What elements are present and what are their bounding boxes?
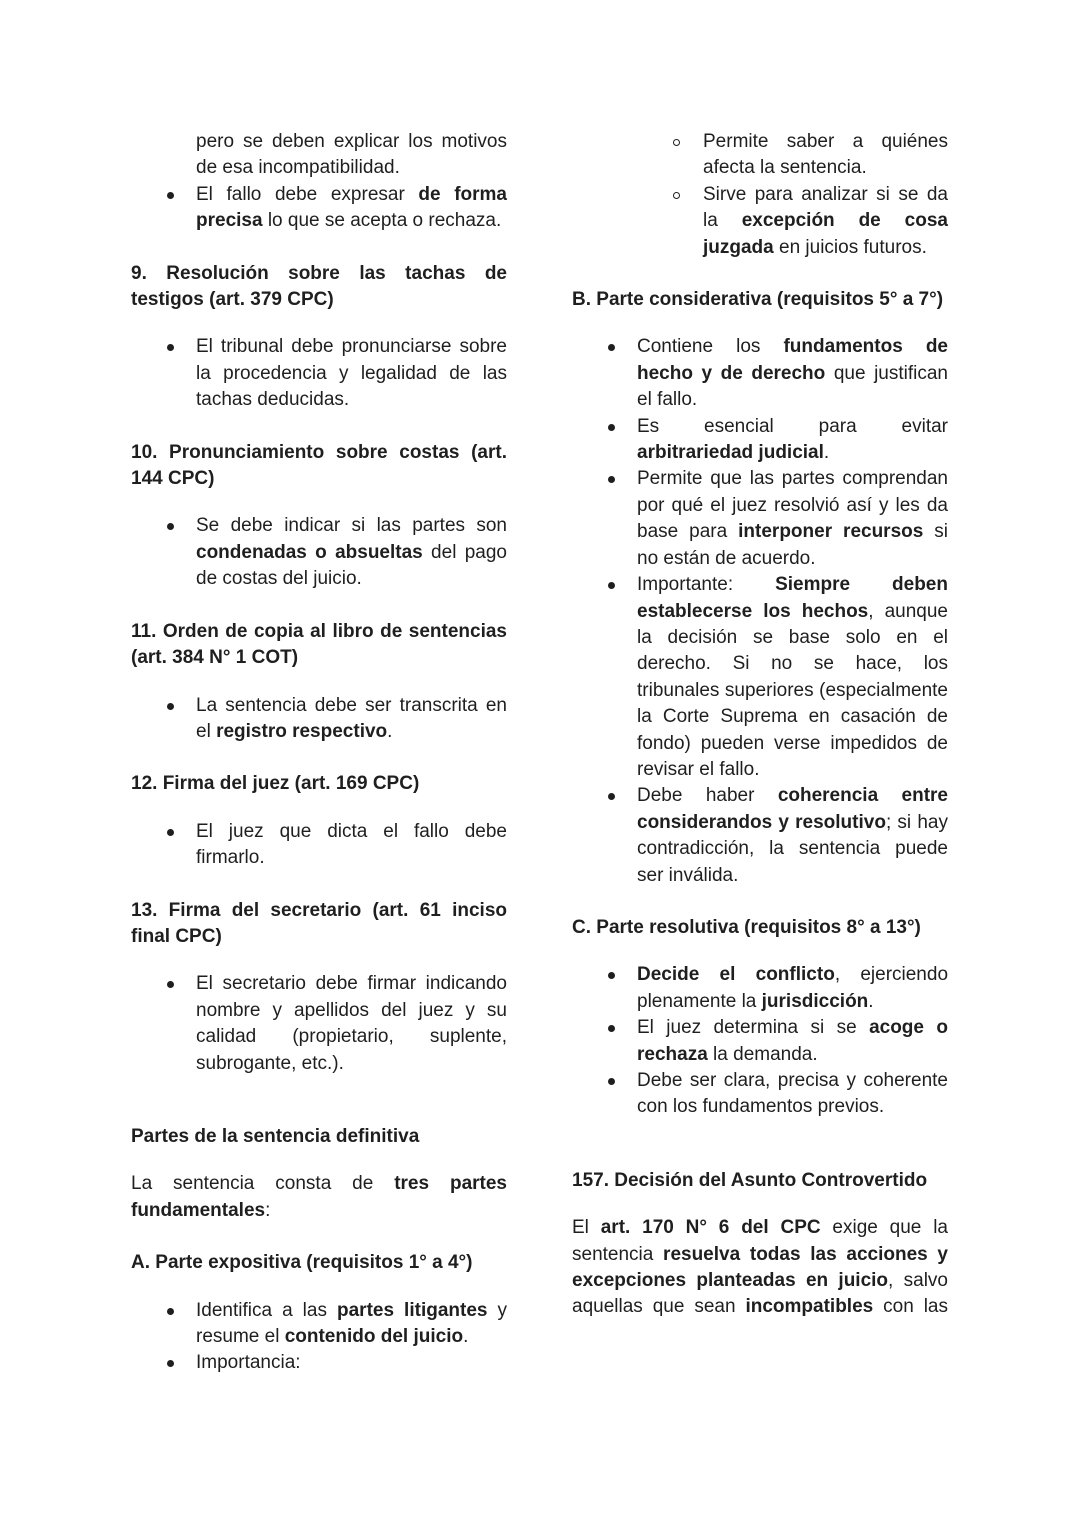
list-item: El juez determina si se acoge o rechaza la demanda. xyxy=(572,1015,948,1068)
section-heading-b: B. Parte considerativa (requisitos 5° a 7°) xyxy=(572,289,944,311)
list-item: Permite que las partes comprendan por qué el juez resolvió así y les da base para interponer recursos si no están de acuerdo. xyxy=(572,466,948,572)
section-heading-11: 11. Orden de copia al libro de sentencias (art. 384 N° 1 COT) xyxy=(131,620,507,669)
section-heading-partes: Partes de la sentencia definitiva xyxy=(131,1125,420,1147)
bullet-list xyxy=(572,962,948,1120)
section-heading-9: 9. Resolución sobre las tachas de testigos (art. 379 CPC) xyxy=(131,262,507,311)
list-item: La sentencia debe ser transcrita en el registro respectivo. xyxy=(131,693,507,746)
list-item: Contiene los fundamentos de hecho y de derecho que justifican el fallo. xyxy=(572,334,948,413)
bullet-list xyxy=(131,1298,507,1377)
section-heading-10: 10. Pronunciamiento sobre costas (art. 144 CPC) xyxy=(131,441,507,490)
paragraph-157: El art. 170 N° 6 del CPC exige que la sentencia resuelva todas las acciones y excepciones planteadas en juicio, salvo aquellas que sean incompatibles con las xyxy=(572,1217,948,1318)
list-item: Decide el conflicto, ejerciendo plenamente la jurisdicción. xyxy=(572,962,948,1015)
list-item-continuation: pero se deben explicar los motivos de esa incompatibilidad. xyxy=(196,131,507,179)
bullet-list xyxy=(131,819,507,872)
section-heading-c: C. Parte resolutiva (requisitos 8° a 13°) xyxy=(572,916,921,938)
section-heading-13: 13. Firma del secretario (art. 61 inciso final CPC) xyxy=(131,899,507,947)
right-column xyxy=(572,129,948,1321)
list-item: Debe ser clara, precisa y coherente con los fundamentos previos. xyxy=(572,1068,948,1121)
list-item: El fallo debe expresar de forma precisa lo que se acepta o rechaza. xyxy=(131,182,507,235)
sub-list-item: Sirve para analizar si se da la excepción de cosa juzgada en juicios futuros. xyxy=(572,182,948,261)
list-item: Debe haber coherencia entre considerandos y resolutivo; si hay contradicción, la sentencia puede ser inválida. xyxy=(572,783,948,889)
bullet-list xyxy=(131,129,507,235)
section-heading-157: 157. Decisión del Asunto Controvertido xyxy=(572,1169,928,1191)
list-item: Importante: Siempre deben establecerse los hechos, aunque la decisión se base solo en el derecho. Si no se hace, los tribunales superiores (especialmente la Corte Suprema en casación de fondo) pueden verse impedidos de revisar el fallo. xyxy=(572,572,948,783)
bullet-list xyxy=(131,334,507,413)
section-heading-12: 12. Firma del juez (art. 169 CPC) xyxy=(131,773,420,795)
list-item: El secretario debe firmar indicando nombre y apellidos del juez y su calidad (propietario, suplente, subrogante, etc.). xyxy=(131,971,507,1077)
sub-list-item: Permite saber a quiénes afecta la sentencia. xyxy=(572,129,948,182)
bullet-list xyxy=(572,334,948,889)
list-item: El tribunal debe pronunciarse sobre la procedencia y legalidad de las tachas deducidas. xyxy=(131,334,507,413)
list-item: Es esencial para evitar arbitrariedad judicial. xyxy=(572,414,948,467)
list-item: Se debe indicar si las partes son condenadas o absueltas del pago de costas del juicio. xyxy=(131,513,507,592)
section-heading-a: A. Parte expositiva (requisitos 1° a 4°) xyxy=(131,1252,473,1274)
bullet-list xyxy=(131,513,507,592)
sub-bullet-list xyxy=(572,129,948,261)
left-column xyxy=(131,129,507,1377)
list-item: El juez que dicta el fallo debe firmarlo. xyxy=(131,819,507,872)
bullet-list xyxy=(131,693,507,746)
list-item: Importancia: xyxy=(131,1350,507,1376)
list-item: Identifica a las partes litigantes y resume el contenido del juicio. xyxy=(131,1298,507,1351)
bullet-list xyxy=(131,971,507,1077)
paragraph-intro: La sentencia consta de tres partes fundamentales: xyxy=(131,1173,507,1221)
